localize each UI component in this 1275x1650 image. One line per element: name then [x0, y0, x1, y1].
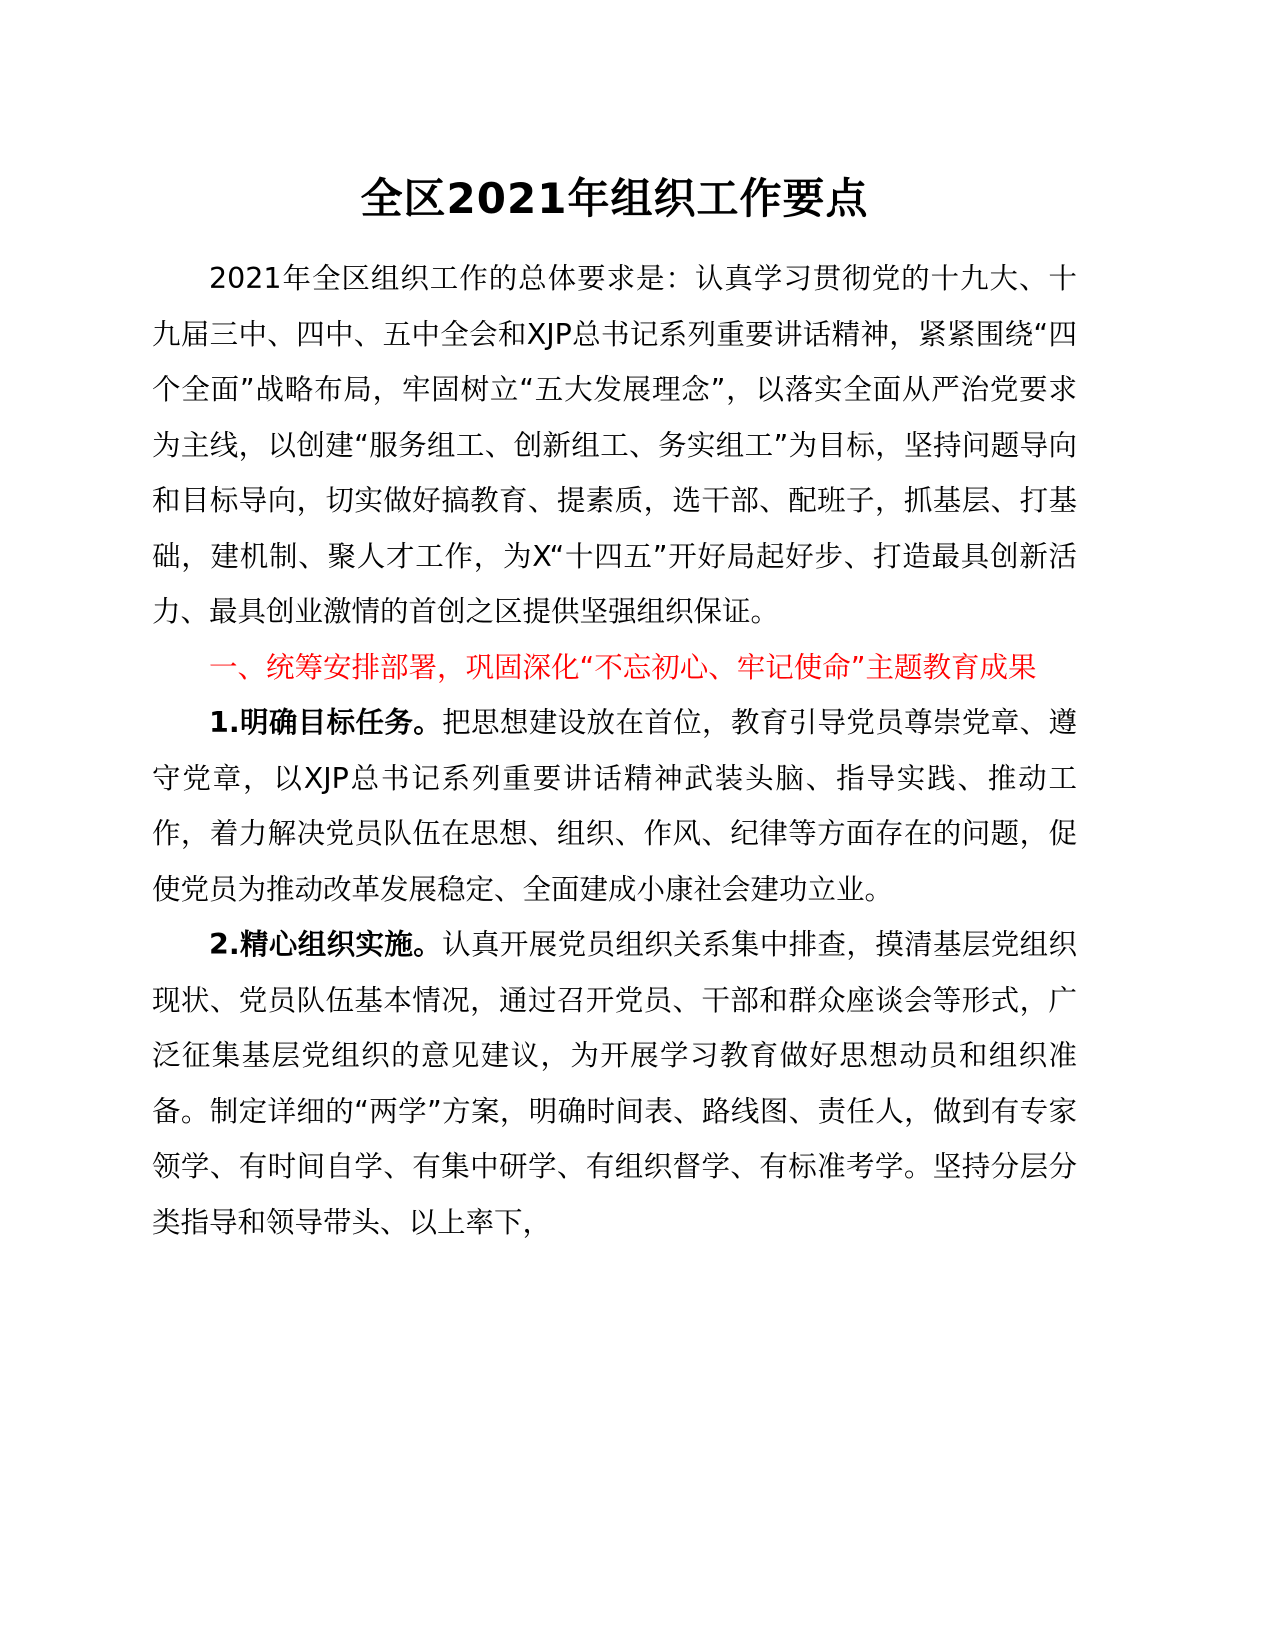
intro-paragraph: 2021年全区组织工作的总体要求是：认真学习贯彻党的十九大、十九届三中、四中、五中全会和XJP总书记系列重要讲话精神，紧紧围绕“四个全面”战略布局，牢固树立“五大发展理念”，以落实全面从严治党要求为主线，以创建“服务组工、创新组工、务实组工”为目标，坚持问题导向和目标导向，切实做好搞教育、提素质，选干部、配班子，抓基层、打基础，建机制、聚人才工作，为X“十四五”开好局起好步、打造最具创新活力、最具创业激情的首创之区提供坚强组织保证。 [152, 262, 1077, 628]
item-paragraph-2 [152, 917, 1077, 1250]
item-paragraph-1 [152, 695, 1077, 917]
item-body-1: 把思想建设放在首位，教育引导党员尊崇党章、遵守党章，以XJP总书记系列重要讲话精神武装头脑、指导实践、推动工作，着力解决党员队伍在思想、组织、作风、纪律等方面存在的问题，促使党员为推动改革发展稳定、全面建成小康社会建功立业。 [152, 706, 1077, 906]
section-heading-1: 一、统筹安排部署，巩固深化“不忘初心、牢记使命”主题教育成果 [209, 650, 1037, 684]
item-lead-2: 2.精心组织实施。 [209, 928, 443, 961]
document-title: 全区2021年组织工作要点 [360, 174, 869, 223]
document-page [152, 165, 1077, 1250]
item-body-2: 认真开展党员组织关系集中排查，摸清基层党组织现状、党员队伍基本情况，通过召开党员、干部和群众座谈会等形式，广泛征集基层党组织的意见建议，为开展学习教育做好思想动员和组织准备。制定详细的“两学”方案，明确时间表、路线图、责任人，做到有专家领学、有时间自学、有集中研学、有组织督学、有标准考学。坚持分层分类指导和领导带头、以上率下， [152, 928, 1077, 1239]
item-lead-1: 1.明确目标任务。 [209, 706, 443, 739]
